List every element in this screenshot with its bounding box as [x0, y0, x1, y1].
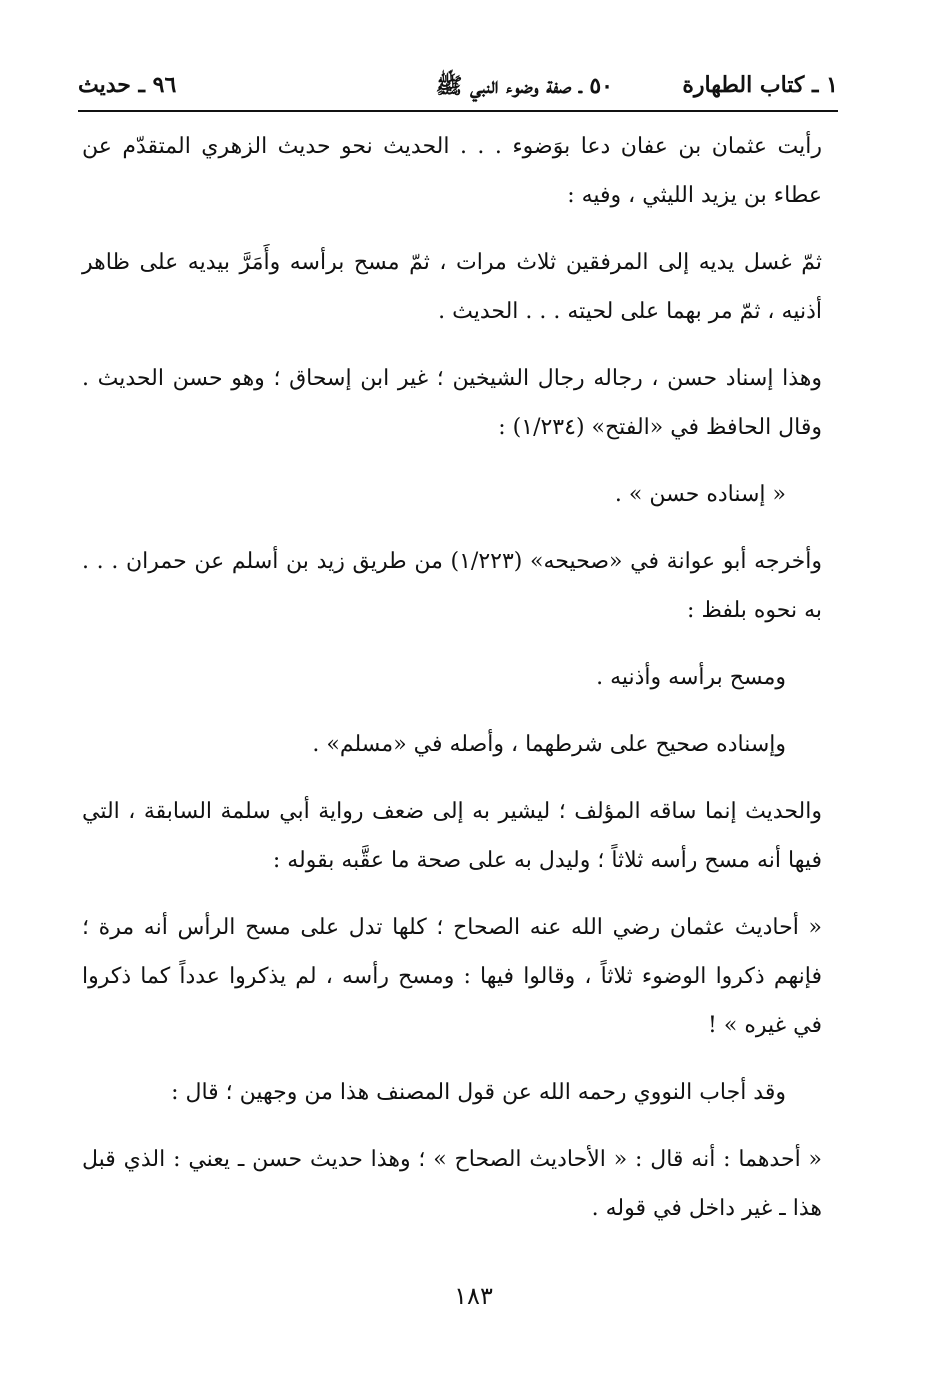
body-text	[82, 122, 822, 1251]
paragraph: « أحاديث عثمان رضي الله عنه الصحاح ؛ كلها تدل على مسح الرأس أنه مرة ؛ فإنهم ذكروا الوضوء ثلاثاً ، وقالوا فيها : ومسح رأسه ، لم يذكروا عدداً كما ذكروا في غيره » !	[82, 915, 822, 1038]
paragraph: ثمّ غسل يديه إلى المرفقين ثلاث مرات ، ثمّ مسح برأسه وأَمَرَّ بيديه على ظاهر أذنيه ، ثمّ مر بهما على لحيته . . . الحديث .	[82, 250, 822, 324]
paragraph: « أحدهما : أنه قال : « الأحاديث الصحاح » ؛ وهذا حديث حسن ـ يعني : الذي قبل هذا ـ غير داخل في قوله .	[82, 1147, 822, 1221]
paragraph: والحديث إنما ساقه المؤلف ؛ ليشير به إلى ضعف رواية أبي سلمة السابقة ، التي فيها أنه مسح رأسه ثلاثاً ؛ وليدل به على صحة ما عقَّبه بقوله :	[82, 799, 822, 873]
paragraph: وأخرجه أبو عوانة في «صحيحه» (١/٢٢٣) من طريق زيد بن أسلم عن حمران . . . به نحوه بلفظ :	[82, 549, 822, 623]
hadith-number: ٩٦ ـ حديث	[78, 72, 177, 98]
paragraph: « إسناده حسن » .	[614, 482, 786, 507]
paragraph: رأيت عثمان بن عفان دعا بوَضوء . . . الحديث نحو حديث الزهري المتقدّم عن عطاء بن يزيد الليثي ، وفيه :	[82, 134, 822, 208]
paragraph: وإسناده صحيح على شرطهما ، وأصله في «مسلم» .	[312, 732, 786, 757]
running-header	[78, 66, 838, 112]
chapter-title: ١ ـ كتاب الطهارة	[682, 72, 838, 98]
paragraph: وقد أجاب النووي رحمه الله عن قول المصنف هذا من وجهين ؛ قال :	[171, 1080, 786, 1105]
paragraph: ومسح برأسه وأذنيه .	[596, 665, 786, 690]
section-title: ٥٠ ـ صفة وضوء النبي ﷺ	[435, 73, 613, 99]
page-number: ١٨٣	[454, 1282, 493, 1310]
paragraph: وهذا إسناد حسن ، رجاله رجال الشيخين ؛ غير ابن إسحاق ؛ وهو حسن الحديث . وقال الحافظ في «الفتح» (١/٢٣٤) :	[82, 366, 822, 440]
